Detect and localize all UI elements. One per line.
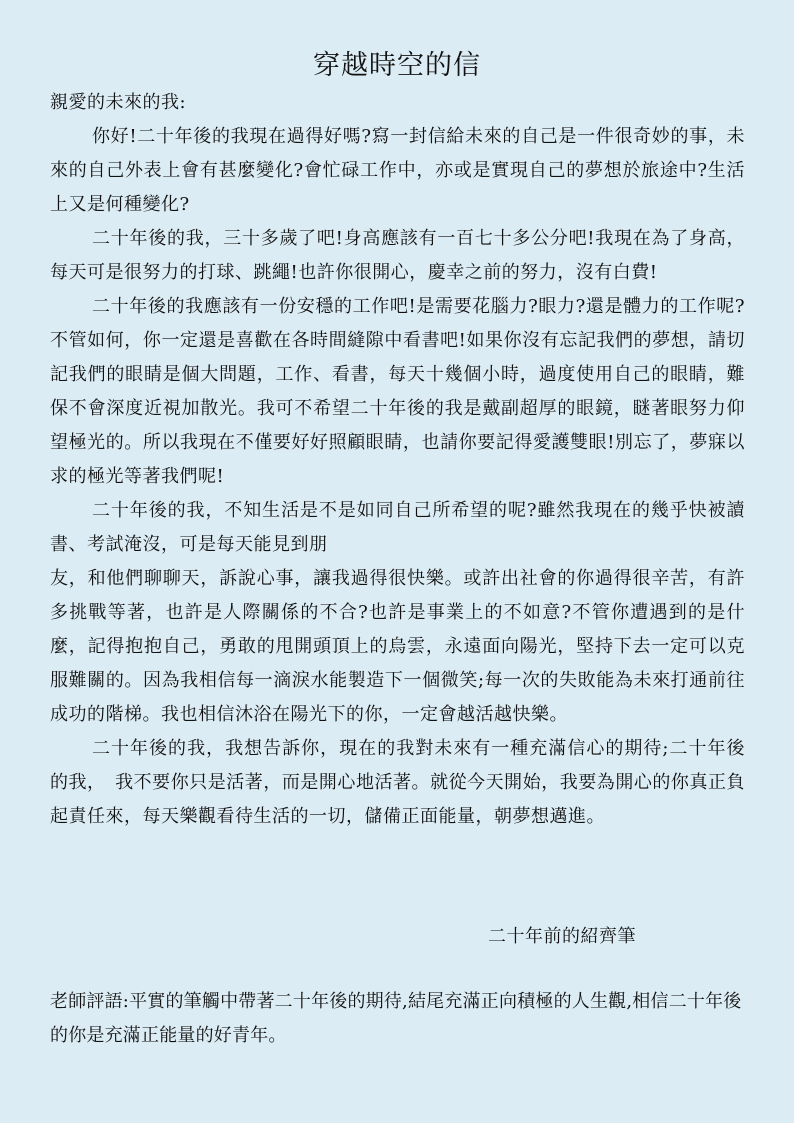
letter-body: [50, 86, 745, 834]
paragraph-5: 二十年後的我，我想告訴你，現在的我對未來有一種充滿信心的期待;二十年後的我， 我不要你只是活著，而是開心地活著。就從今天開始，我要為開心的你真正負起責任來，每天樂觀看待生活的一切，儲備正面能量，朝夢想邁進。: [50, 738, 745, 827]
letter-title: 穿越時空的信: [313, 50, 481, 81]
signature: 二十年前的紹齊筆: [488, 926, 636, 947]
paragraph-3: 二十年後的我應該有一份安穩的工作吧!是需要花腦力?眼力?還是體力的工作呢?不管如何，你一定還是喜歡在各時間縫隙中看書吧!如果你沒有忘記我們的夢想，請切記我們的眼睛是個大問題，工作、看書，每天十幾個小時，過度使用自己的眼睛，難保不會深度近視加散光。我可不希望二十年後的我是戴副超厚的眼鏡，瞇著眼努力仰望極光的。所以我現在不僅要好好照顧眼睛，也請你要記得愛護雙眼!別忘了，夢寐以求的極光等著我們呢!: [50, 296, 745, 487]
paragraph-1: 你好!二十年後的我現在過得好嗎?寫一封信給未來的自己是一件很奇妙的事，未來的自己外表上會有甚麼變化?會忙碌工作中，亦或是實現自己的夢想於旅途中?生活上又是何種變化?: [50, 126, 746, 215]
paragraph-4: 二十年後的我，不知生活是不是如同自己所希望的呢?雖然我現在的幾乎快被讀書、考試淹沒，可是每天能見到朋: [50, 500, 745, 555]
teacher-comment: 老師評語:平實的筆觸中帶著二十年後的期待,結尾充滿正向積極的人生觀,相信二十年後的你是充滿正能量的好青年。: [50, 991, 742, 1046]
salutation: 親愛的未來的我:: [50, 92, 187, 113]
paragraph-4-continued: 友，和他們聊聊天，訴說心事，讓我過得很快樂。或許出社會的你過得很辛苦，有許多挑戰等著，也許是人際關係的不合?也許是事業上的不如意?不管你遭遇到的是什麼，記得抱抱自己，勇敢的甩開頭頂上的烏雲，永遠面向陽光，堅持下去一定可以克服難關的。因為我相信每一滴淚水能製造下一個微笑;每一次的失敗能為未來打通前往成功的階梯。我也相信沐浴在陽光下的你，一定會越活越快樂。: [50, 568, 745, 725]
paragraph-2: 二十年後的我，三十多歲了吧!身高應該有一百七十多公分吧!我現在為了身高，每天可是很努力的打球、跳繩!也許你很開心，慶幸之前的努力，沒有白費!: [50, 228, 745, 283]
